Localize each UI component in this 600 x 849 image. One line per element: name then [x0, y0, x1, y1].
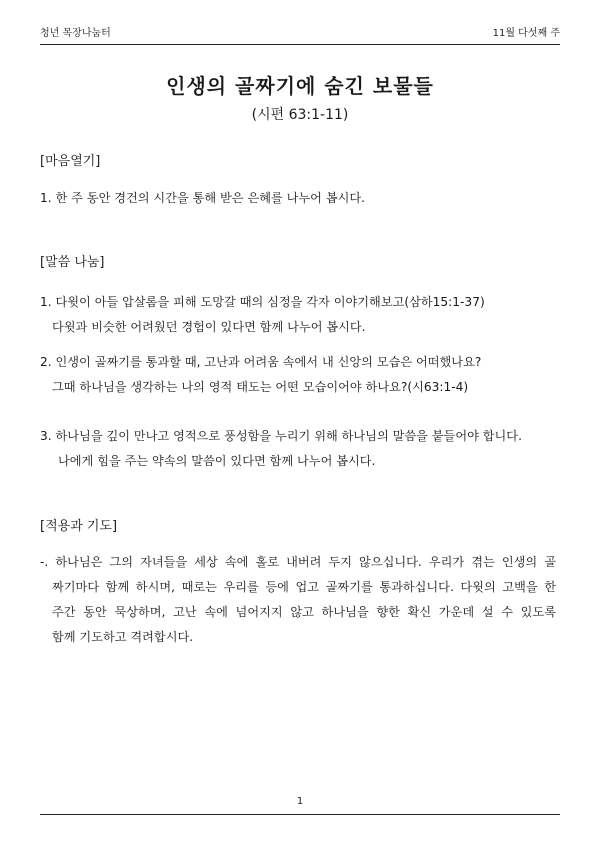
sharing-question-3 — [40, 424, 556, 474]
header-divider — [40, 44, 560, 45]
section-heading-opening: [마음열기] — [40, 154, 101, 169]
question-line: 2. 인생이 골짜기를 통과할 때, 고난과 어려움 속에서 내 신앙의 모습은 어떠했나요? — [40, 355, 482, 369]
page-number: 1 — [296, 796, 304, 807]
prayer-line: 함께 기도하고 격려합시다. — [52, 630, 194, 644]
prayer-line: 짜기마다 함께 하시며, 때로는 우리를 등에 업고 골짜기를 통과하십니다. 다윗의 고백을 한 — [52, 580, 556, 594]
section-heading-sharing: [말씀 나눔] — [40, 255, 105, 270]
opening-question-line: 1. 한 주 동안 경건의 시간을 통해 받은 은혜를 나누어 봅시다. — [40, 191, 366, 205]
header-week: 11월 다섯째 주 — [492, 28, 560, 39]
section-heading-prayer: [적용과 기도] — [40, 519, 118, 534]
question-line: 1. 다윗이 아들 압살롬을 피해 도망갈 때의 심정을 각자 이야기해보고(삼하15:1-37) — [40, 295, 485, 309]
page-header — [40, 24, 560, 40]
header-group-name: 청년 목장나눔터 — [40, 28, 111, 39]
opening-question — [40, 186, 556, 211]
footer-divider — [40, 814, 560, 815]
prayer-line: -. 하나님은 그의 자녀들을 세상 속에 홀로 내버려 두지 않으십니다. 우리가 겪는 인생의 골 — [40, 555, 556, 569]
sharing-question-1 — [40, 290, 556, 340]
prayer-paragraph — [40, 550, 556, 650]
page-title: 인생의 골짜기에 숨긴 보물들 — [166, 74, 434, 98]
scripture-reference: (시편 63:1-11) — [251, 107, 349, 123]
sharing-question-2 — [40, 350, 556, 400]
prayer-line: 주간 동안 묵상하며, 고난 속에 넘어지지 않고 하나님을 향한 확신 가운데 설 수 있도록 — [52, 605, 556, 619]
question-line: 그때 하나님을 생각하는 나의 영적 태도는 어떤 모습이어야 하나요?(시63:1-4) — [52, 380, 469, 394]
question-line: 다윗과 비슷한 어려웠던 경험이 있다면 함께 나누어 봅시다. — [52, 320, 366, 334]
question-line: 나에게 힘을 주는 약속의 말씀이 있다면 함께 나누어 봅시다. — [58, 454, 376, 468]
question-line: 3. 하나님을 깊이 만나고 영적으로 풍성함을 누리기 위해 하나님의 말씀을 붙들어야 합니다. — [40, 429, 522, 443]
